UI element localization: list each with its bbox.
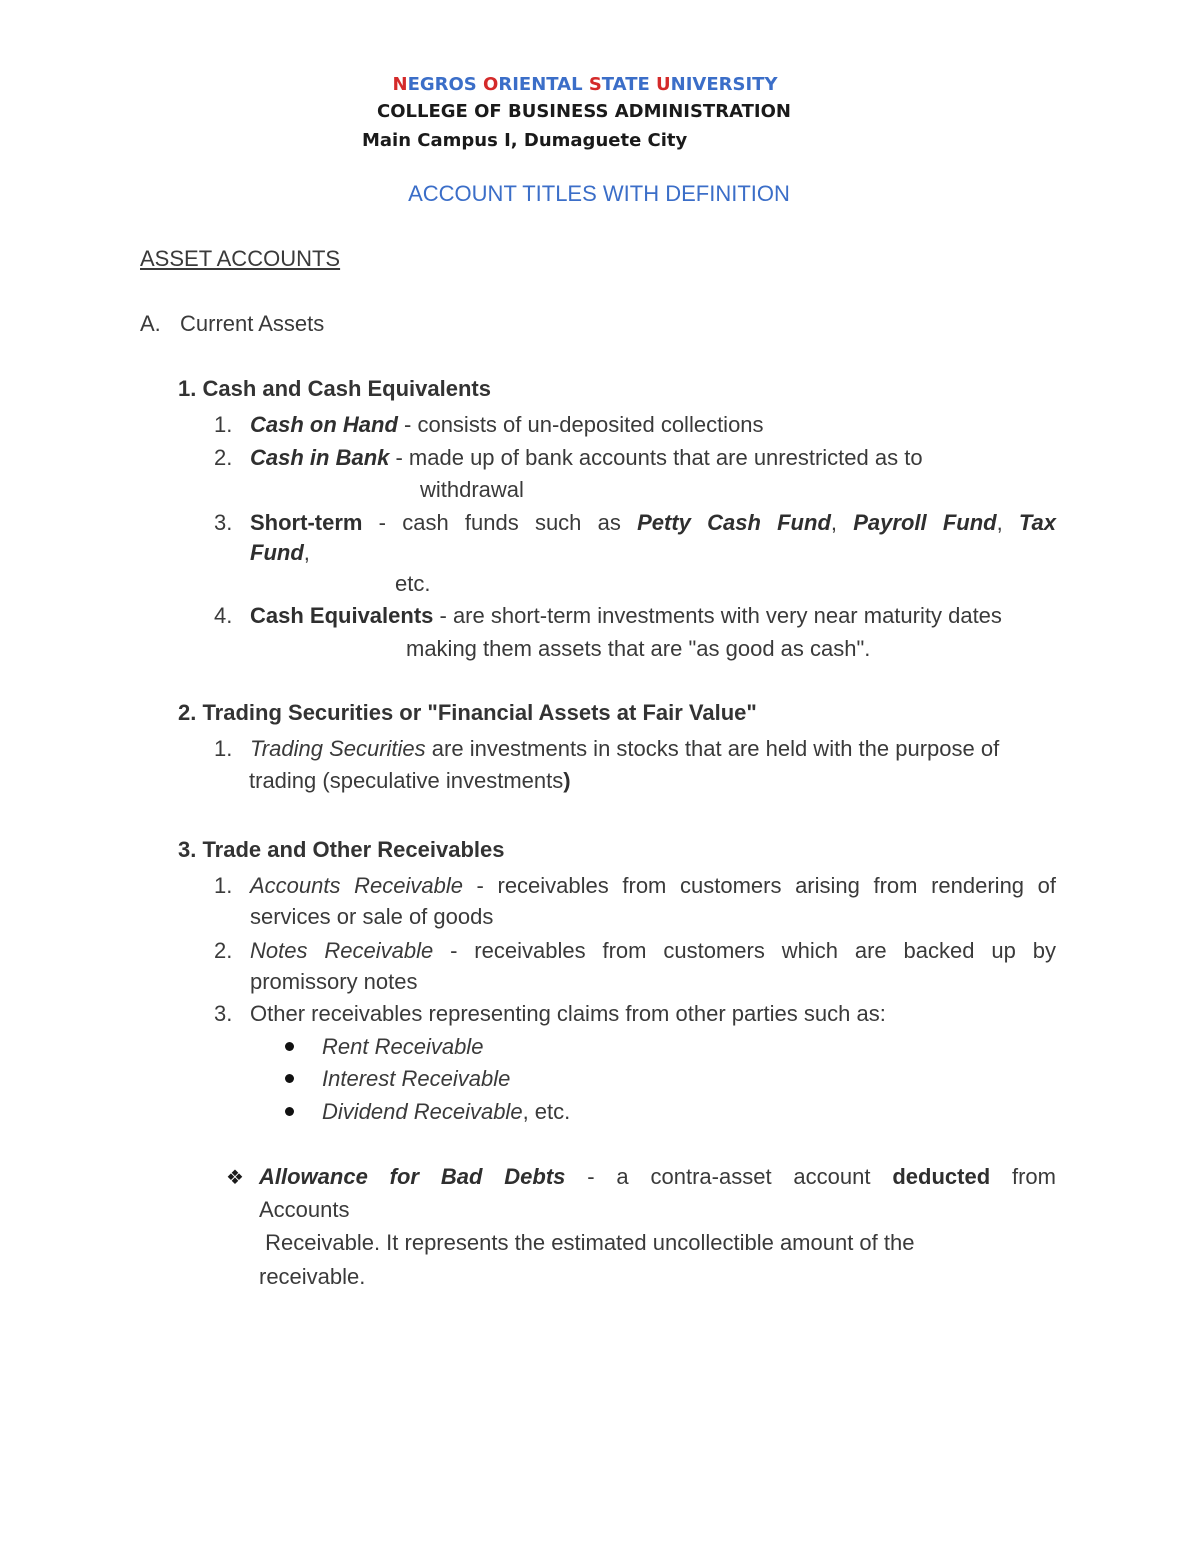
list-number: 1. (214, 873, 233, 898)
list-item (250, 938, 1056, 964)
college-name: COLLEGE OF BUSINESS ADMINISTRATION (377, 101, 791, 122)
definition-continuation: promissory notes (250, 969, 418, 994)
list-number: 1. (214, 412, 233, 437)
close-paren: ) (563, 768, 571, 793)
bullet-icon (285, 1107, 294, 1116)
bullet-icon (285, 1042, 294, 1051)
list-item (250, 873, 1056, 899)
list-number: 3. (214, 510, 233, 535)
term: Trading Securities (250, 736, 426, 761)
list-number: 2. (214, 445, 233, 470)
definition-continuation: etc. (395, 571, 431, 596)
term: Petty Cash Fund (637, 510, 831, 535)
term: Tax (1018, 510, 1057, 535)
list-number: 4. (214, 603, 233, 628)
bullet-item (322, 1099, 570, 1125)
university-part: NIVERSITY (670, 74, 778, 95)
term: Accounts Receivable (250, 873, 463, 898)
list-item (250, 510, 1056, 536)
bullet-icon (285, 1074, 294, 1083)
definition: trading (speculative investments (249, 768, 564, 793)
definition-continuation: making them assets that are "as good as cash". (406, 636, 871, 661)
separator: , (830, 510, 854, 535)
definition-continuation: services or sale of goods (250, 904, 494, 929)
subsection-heading (140, 311, 324, 337)
university-part: EGROS (407, 74, 484, 95)
university-name (0, 74, 1170, 95)
definition: from (990, 1164, 1056, 1189)
list-number: 3. (214, 1001, 233, 1026)
term: Cash in Bank (250, 445, 390, 470)
definition-continuation: Receivable. It represents the estimated uncollectible amount of the (259, 1230, 915, 1255)
list-number: 1. (214, 736, 233, 761)
university-part: U (656, 74, 671, 95)
definition-continuation: receivable. (259, 1264, 366, 1289)
bullet-item: Interest Receivable (322, 1066, 511, 1091)
campus-name: Main Campus I, Dumaguete City (362, 130, 688, 151)
subsection-letter: A. (140, 311, 161, 336)
term: Fund (250, 540, 304, 565)
definition-continuation: withdrawal (420, 477, 524, 502)
list-item (250, 736, 999, 762)
definition: - consists of un-deposited collections (397, 412, 764, 437)
list-number: 2. (214, 938, 233, 963)
definition-continuation (249, 768, 571, 794)
group-heading: 2. Trading Securities or "Financial Assets at Fair Value" (178, 700, 757, 725)
subsection-label: Current Assets (180, 311, 325, 336)
definition: - made up of bank accounts that are unrestricted as to (389, 445, 923, 470)
list-item (250, 603, 1002, 629)
definition: - receivables from customers which are backed up by (433, 938, 1056, 963)
definition: - receivables from customers arising from rendering of (462, 873, 1056, 898)
diamond-bullet-icon: ❖ (226, 1167, 244, 1189)
term: Allowance for Bad Debts (259, 1164, 566, 1189)
university-part: S (588, 74, 602, 95)
list-item: Other receivables representing claims from other parties such as: (250, 1001, 886, 1026)
definition: - cash funds such as (362, 510, 638, 535)
term: Payroll Fund (853, 510, 997, 535)
university-part: RIENTAL (498, 74, 589, 95)
definition-continuation (250, 540, 310, 566)
separator: , (996, 510, 1019, 535)
term: Short-term (250, 510, 363, 535)
term: Notes Receivable (250, 938, 434, 963)
bullet-item: Rent Receivable (322, 1034, 484, 1059)
term: Cash on Hand (250, 412, 398, 437)
group-heading: 3. Trade and Other Receivables (178, 837, 505, 862)
term: Cash Equivalents (250, 603, 434, 628)
list-item (250, 412, 764, 438)
separator: , (303, 540, 310, 565)
document-title: ACCOUNT TITLES WITH DEFINITION (408, 181, 790, 206)
definition-continuation: Accounts (259, 1197, 350, 1222)
section-heading: ASSET ACCOUNTS (140, 246, 341, 271)
suffix: , etc. (522, 1099, 571, 1124)
group-heading: 1. Cash and Cash Equivalents (178, 376, 491, 401)
emphasis: deducted (892, 1164, 991, 1189)
university-part: TATE (601, 74, 657, 95)
definition: are investments in stocks that are held with the purpose of (425, 736, 1000, 761)
definition: - a contra-asset account (565, 1164, 893, 1189)
university-part: O (483, 74, 499, 95)
definition: - are short-term investments with very near maturity dates (433, 603, 1002, 628)
university-part: N (392, 74, 408, 95)
list-item (250, 445, 923, 471)
allowance-definition (259, 1164, 1056, 1190)
term: Dividend Receivable (322, 1099, 523, 1124)
